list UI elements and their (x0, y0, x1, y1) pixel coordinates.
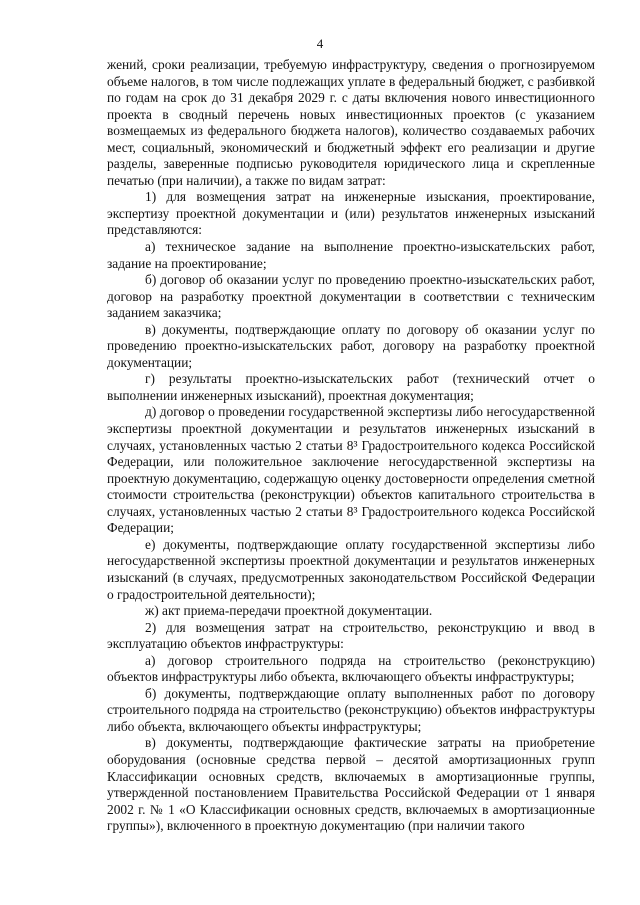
paragraph-item-2v: в) документы, подтверждающие фактические затраты на приобретение оборудования (основные средства первой – десятой амортизационных групп Классификации основных средств, включаемых в амортизационные группы, утвержденной постановлением Правительства Российской Федерации от 1 января 2002 г. № 1 «О Классификации основных средств, включаемых в амортизационные группы»), включенного в проектную документацию (при наличии такого (107, 735, 595, 834)
paragraph-item-1a: а) техническое задание на выполнение проектно-изыскательских работ, задание на проектирование; (107, 239, 595, 271)
paragraph-continuation: жений, сроки реализации, требуемую инфраструктуру, сведения о прогнозируемом объеме налогов, в том числе подлежащих уплате в федеральный бюджет, с разбивкой по годам на срок до 31 декабря 2029 г. с даты включения нового инвестиционного проекта в сводный перечень новых инвестиционных проектов (с указанием возмещаемых из федерального бюджета налогов), количество создаваемых рабочих мест, социальный, экономический и бюджетный эффект его реализации и другие разделы, заверенные подписью руководителя юридического лица и скрепленные печатью (при наличии), а также по видам затрат: (107, 57, 595, 188)
paragraph-item-1g: г) результаты проектно-изыскательских работ (технический отчет о выполнении инженерных изысканий), проектная документация; (107, 371, 595, 403)
paragraph-item-2: 2) для возмещения затрат на строительство, реконструкцию и ввод в эксплуатацию объектов инфраструктуры: (107, 619, 595, 652)
paragraph-item-1zh: ж) акт приема-передачи проектной документации. (145, 603, 433, 619)
document-body (107, 57, 595, 835)
paragraph-item-2b: б) документы, подтверждающие оплату выполненных работ по договору строительного подряда на строительство (реконструкцию) объектов инфраструктуры либо объекта, включающего объекты инфраструктуры; (107, 685, 595, 734)
paragraph-item-1: 1) для возмещения затрат на инженерные изыскания, проектирование, экспертизу проектной документации и (или) результатов инженерных изысканий представляются: (107, 189, 595, 238)
paragraph-item-1b: б) договор об оказании услуг по проведению проектно-изыскательских работ, договор на разработку проектной документации в соответствии с техническим заданием заказчика; (107, 272, 595, 321)
paragraph-item-1d: д) договор о проведении государственной экспертизы либо негосударственной экспертизы проектной документации и результатов инженерных изысканий в случаях, установленных частью 2 статьи 8³ Градостроительного кодекса Российской Федерации, или положительное заключение негосударственной экспертизы на проектную документацию, содержащую оценку достоверности определения сметной стоимости строительства (реконструкции) объектов капитального строительства в случаях, установленных частью 2 статьи 8³ Градостроительного кодекса Российской Федерации; (107, 404, 595, 536)
page-number: 4 (316, 36, 324, 51)
paragraph-item-1e: е) документы, подтверждающие оплату государственной экспертизы либо негосударственной экспертизы проектной документации и результатов инженерных изысканий (в случаях, предусмотренных законодательством Российской Федерации о градостроительной деятельности); (107, 536, 595, 602)
paragraph-item-2a: а) договор строительного подряда на строительство (реконструкцию) объектов инфраструктуры либо объекта, включающего объекты инфраструктуры; (107, 652, 595, 685)
paragraph-item-1v: в) документы, подтверждающие оплату по договору об оказании услуг по проведению проектно-изыскательских работ, договору на разработку проектной документации; (107, 321, 595, 370)
